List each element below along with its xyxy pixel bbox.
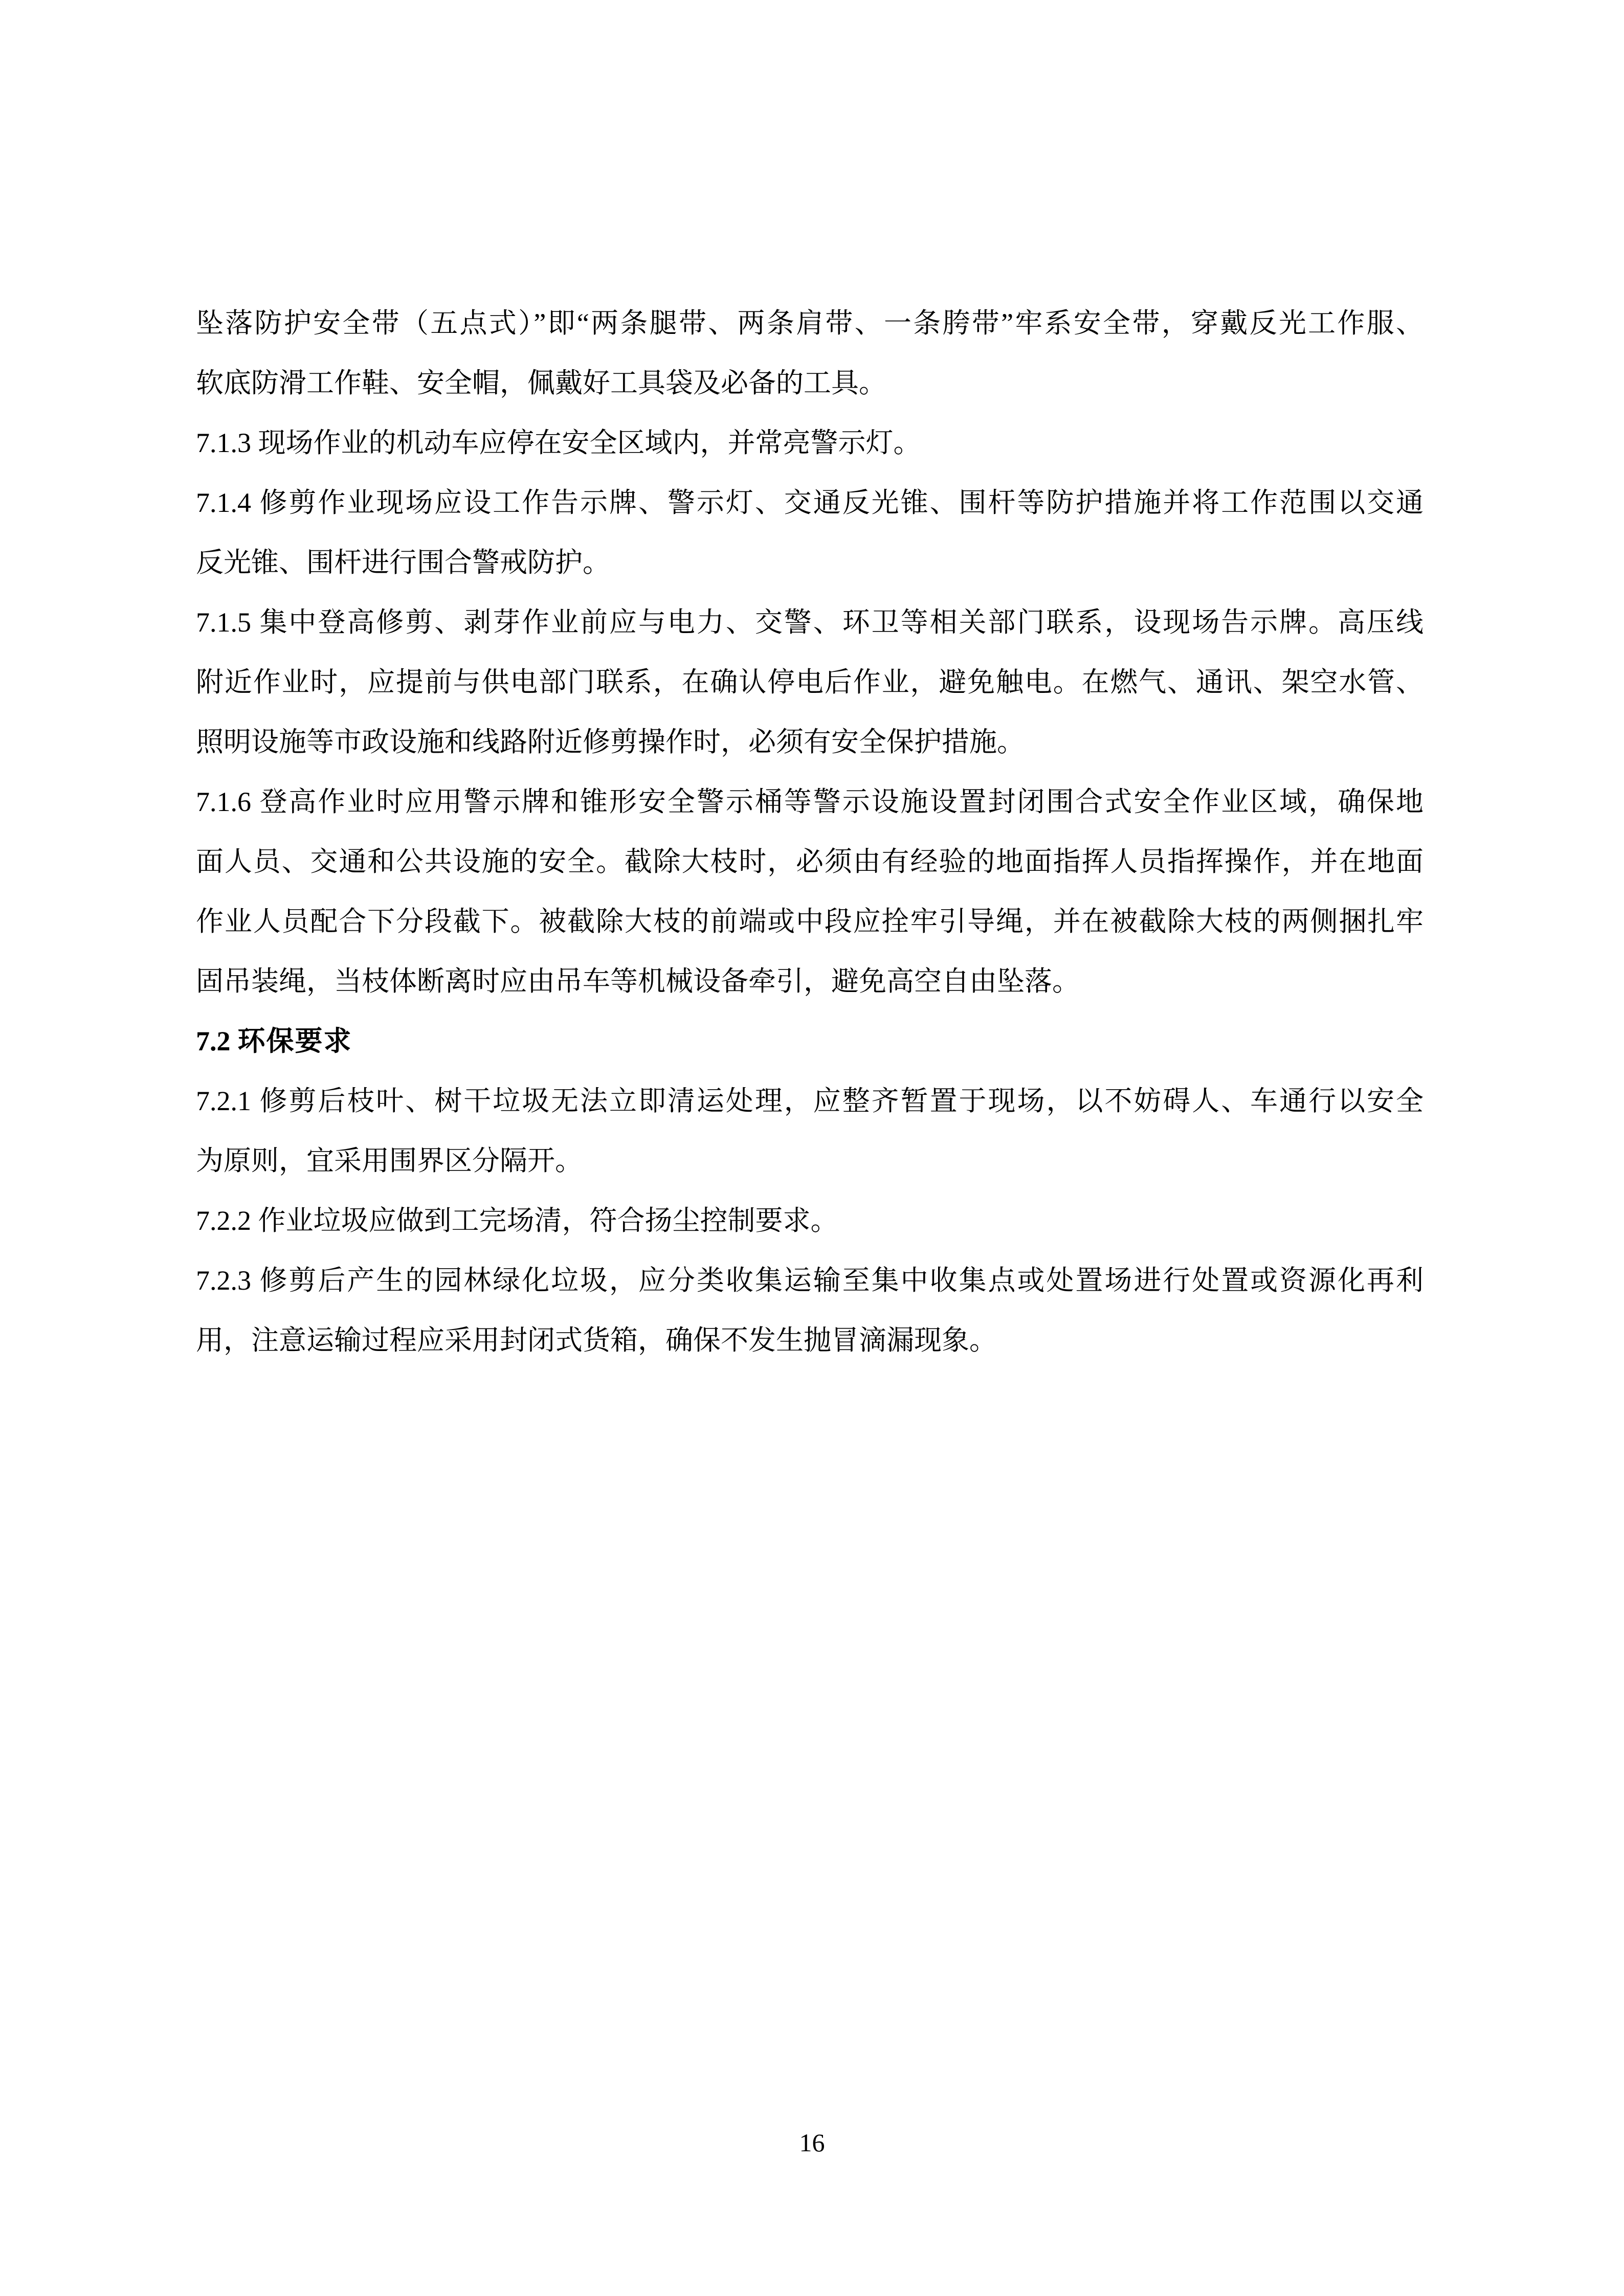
body-line: 为原则，宜采用围界区分隔开。 xyxy=(196,1145,583,1176)
body-line: 用，注意运输过程应采用封闭式货箱，确保不发生抛冒滴漏现象。 xyxy=(196,1325,997,1356)
body-line-clause-7-2-2: 7.2.2 作业垃圾应做到工完场清，符合扬尘控制要求。 xyxy=(196,1205,838,1236)
body-line: 固吊装绳，当枝体断离时应由吊车等机械设备牵引，避免高空自由坠落。 xyxy=(196,966,1080,997)
section-heading-7-2 xyxy=(196,1011,1423,1071)
body-line: 软底防滑工作鞋、安全帽，佩戴好工具袋及必备的工具。 xyxy=(196,368,886,398)
text-block xyxy=(196,294,1423,1370)
body-line-clause-7-1-5: 7.1.5 集中登高修剪、剥芽作业前应与电力、交警、环卫等相关部门联系，设现场告示牌。高压线 xyxy=(196,607,1423,638)
body-line-clause-7-1-3: 7.1.3 现场作业的机动车应停在安全区域内，并常亮警示灯。 xyxy=(196,427,921,458)
body-line-clause-7-1-4: 7.1.4 修剪作业现场应设工作告示牌、警示灯、交通反光锥、围杆等防护措施并将工作范围以交通 xyxy=(196,487,1423,518)
body-line: 面人员、交通和公共设施的安全。截除大枝时，必须由有经验的地面指挥人员指挥操作，并在地面 xyxy=(196,846,1423,877)
body-line: 作业人员配合下分段截下。被截除大枝的前端或中段应拴牢引导绳，并在被截除大枝的两侧捆扎牢 xyxy=(196,906,1423,937)
body-line-clause-7-2-1: 7.2.1 修剪后枝叶、树干垃圾无法立即清运处理，应整齐暂置于现场，以不妨碍人、车通行以安全 xyxy=(196,1086,1423,1116)
page-number: 16 xyxy=(799,2128,825,2157)
body-line: 照明设施等市政设施和线路附近修剪操作时，必须有安全保护措施。 xyxy=(196,727,1025,757)
body-line-clause-7-1-6: 7.1.6 登高作业时应用警示牌和锥形安全警示桶等警示设施设置封闭围合式安全作业区域，确保地 xyxy=(196,786,1423,817)
body-line: 反光锥、围杆进行围合警戒防护。 xyxy=(196,547,610,578)
section-heading-number: 7.2 xyxy=(196,1026,231,1056)
body-line: 附近作业时，应提前与供电部门联系，在确认停电后作业，避免触电。在燃气、通讯、架空水管、 xyxy=(196,667,1423,697)
body-line: 坠落防护安全带（五点式）”即“两条腿带、两条肩带、一条胯带”牢系安全带，穿戴反光工作服、 xyxy=(196,308,1423,339)
section-heading-title: 环保要求 xyxy=(237,1026,352,1056)
body-line-clause-7-2-3: 7.2.3 修剪后产生的园林绿化垃圾，应分类收集运输至集中收集点或处置场进行处置或资源化再利 xyxy=(196,1265,1423,1296)
